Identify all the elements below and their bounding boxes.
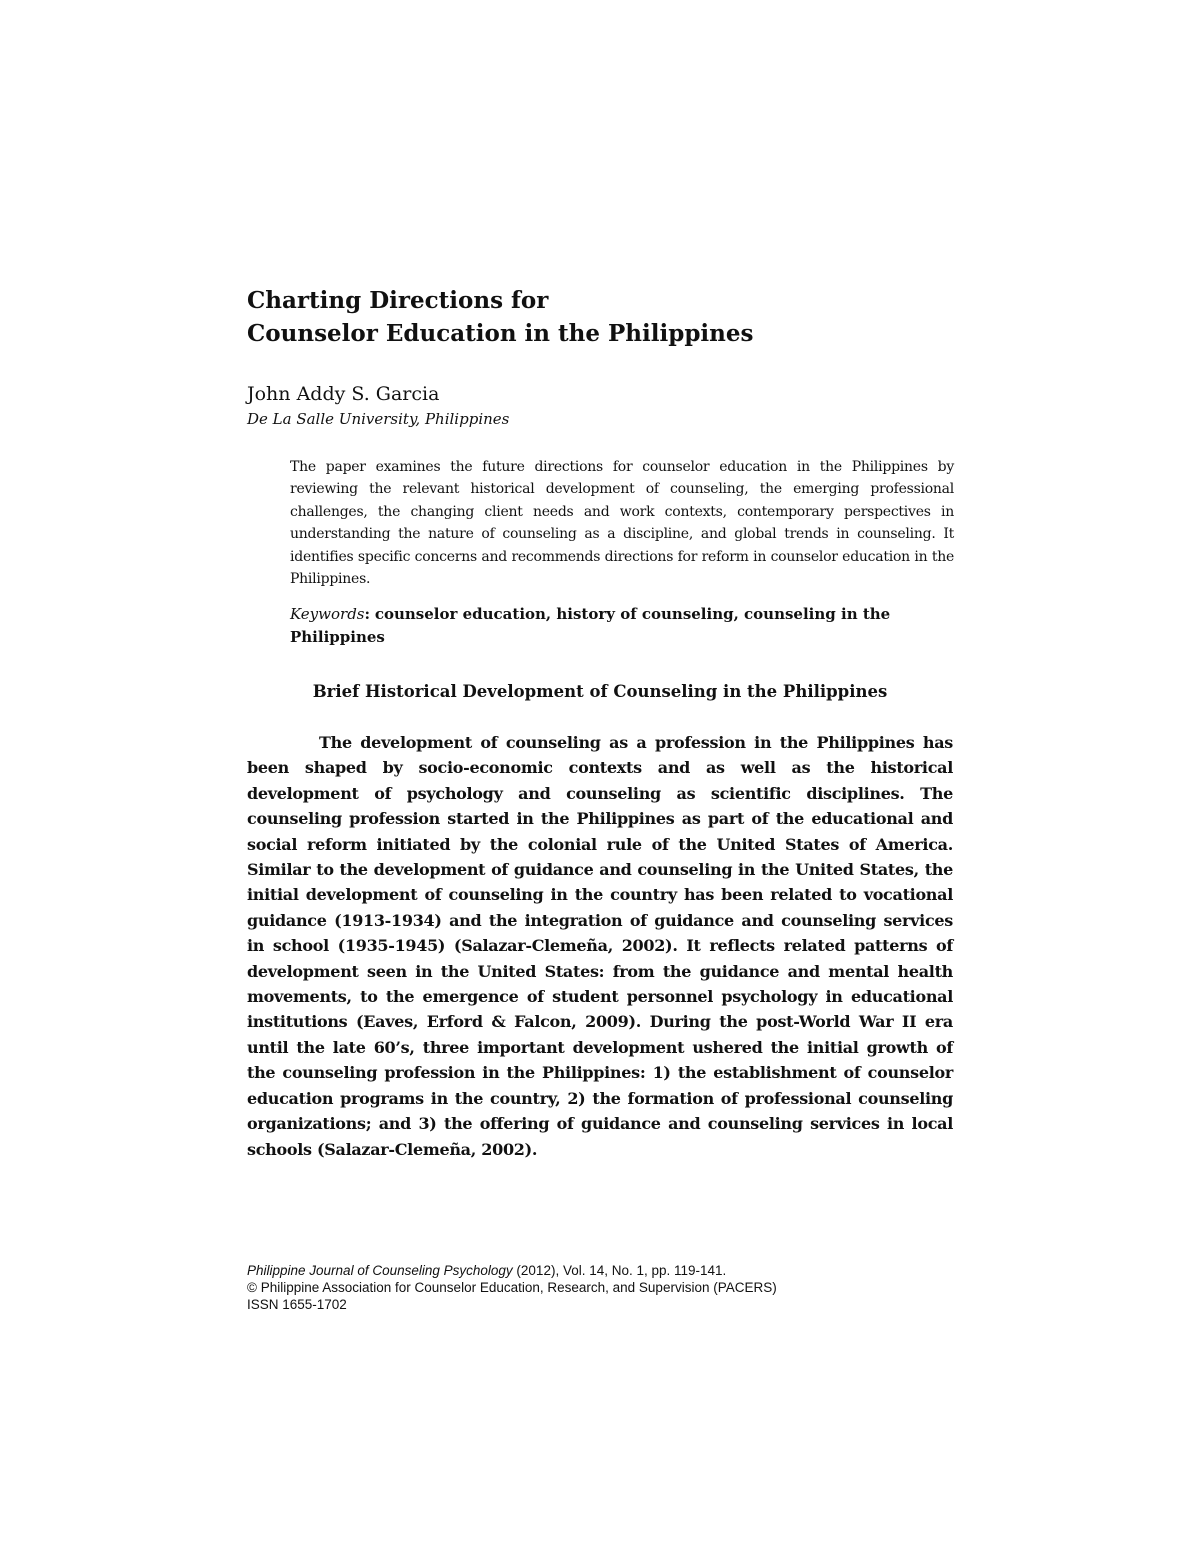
author-affiliation: De La Salle University, Philippines (247, 410, 510, 428)
footer-copyright: © Philippine Association for Counselor Education, Research, and Supervision (PACERS) (247, 1280, 777, 1295)
journal-footer (247, 1262, 777, 1313)
author-name: John Addy S. Garcia (247, 383, 440, 405)
body-paragraph: The development of counseling as a profession in the Philippines has been shaped by socio-economic contexts and as well as the historical development of psychology and counseling as scientific disciplines. The counseling profession started in the Philippines as part of the educational and social reform initiated by the colonial rule of the United States of America. Similar to the development of guidance and counseling in the United States, the initial development of counseling in the country has been related to vocational guidance (1913-1934) and the integration of guidance and counseling services in school (1935-1945) (Salazar-Clemeña, 2002). It reflects related patterns of development seen in the United States: from the guidance and mental health movements, to the emergence of student personnel psychology in educational institutions (Eaves, Erford & Falcon, 2009). During the post-World War II era until the late 60’s, three important development ushered the initial growth of the counseling profession in the Philippines: 1) the establishment of counselor education programs in the country, 2) the formation of professional counseling organizations; and 3) the offering of guidance and counseling services in local schools (Salazar-Clemeña, 2002). (247, 733, 953, 1159)
section-heading: Brief Historical Development of Counseling in the Philippines (312, 682, 888, 701)
footer-citation (247, 1262, 777, 1279)
title-line-2: Counselor Education in the Philippines (247, 320, 754, 347)
footer-citation-details: (2012), Vol. 14, No. 1, pp. 119-141. (512, 1263, 727, 1278)
keywords-terms: counselor education, history of counseling, counseling in the Philippines (290, 605, 891, 646)
footer-journal-name: Philippine Journal of Counseling Psychology (247, 1263, 513, 1278)
footer-issn: ISSN 1655-1702 (247, 1297, 347, 1312)
paper-title (247, 284, 1007, 350)
title-line-1: Charting Directions for (247, 287, 549, 314)
keywords-label: Keywords (290, 605, 365, 623)
abstract: The paper examines the future directions for counselor education in the Philippines by reviewing the relevant historical development of counseling, the emerging professional challenges, the changing client needs and work contexts, contemporary perspectives in understanding the nature of counseling as a discipline, and global trends in counseling. It identifies specific concerns and recommends directions for reform in counselor education in the Philippines. (290, 459, 954, 588)
keywords (290, 603, 954, 649)
keywords-colon: : (364, 605, 371, 623)
